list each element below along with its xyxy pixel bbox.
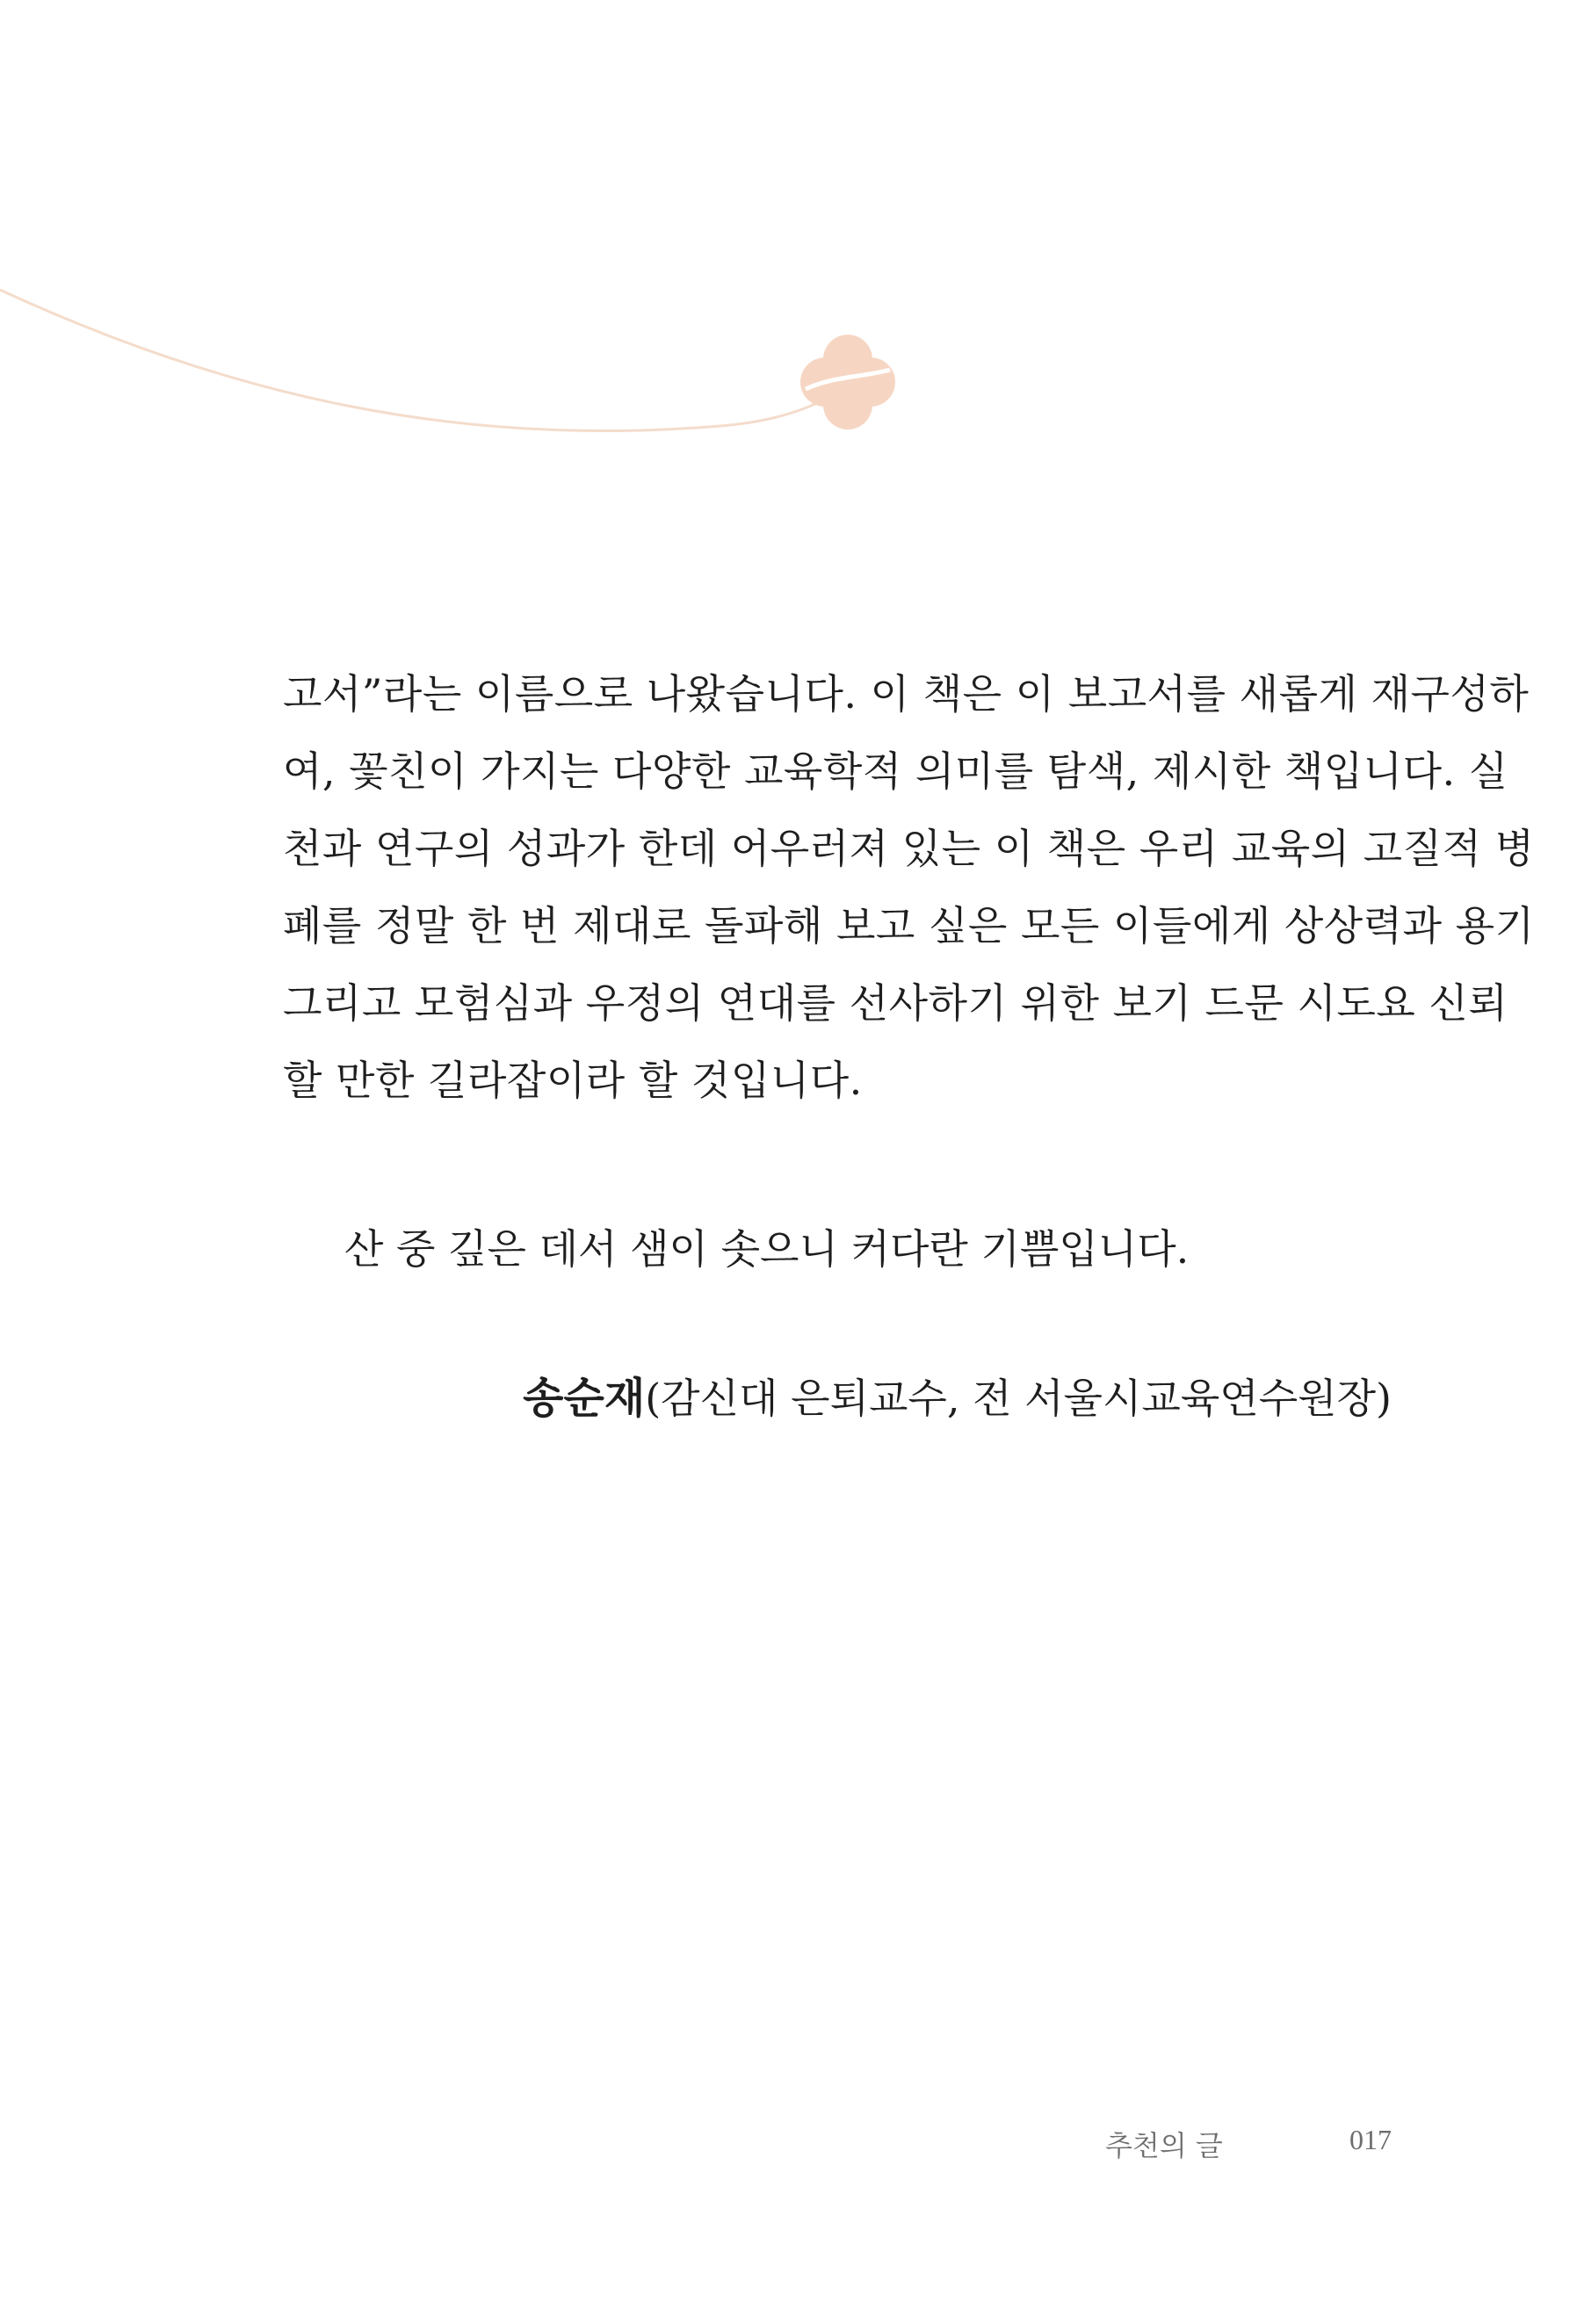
flower-icon xyxy=(800,335,895,429)
footer-section-title: 추천의 글 xyxy=(1105,2129,1223,2162)
body-line: 천과 연구의 성과가 한데 어우러져 있는 이 책은 우리 교육의 고질적 병 xyxy=(283,825,1535,872)
signature-affiliation: (감신대 은퇴교수, 전 서울시교육연수원장) xyxy=(645,1375,1392,1422)
closing-line: 산 중 깊은 데서 샘이 솟으니 커다란 기쁨입니다. xyxy=(344,1225,1190,1273)
page-number: 017 xyxy=(1349,2124,1392,2155)
decorative-flourish xyxy=(0,263,966,457)
body-line: 할 만한 길라잡이라 할 것입니다. xyxy=(283,1057,863,1104)
signature xyxy=(523,1360,1392,1437)
signature-name: 송순재 xyxy=(523,1374,646,1423)
flourish-line-icon xyxy=(0,290,843,431)
body-line: 여, 꽃친이 가지는 다양한 교육학적 의미를 탐색, 제시한 책입니다. 실 xyxy=(283,747,1508,795)
body-line: 그리고 모험심과 우정의 연대를 선사하기 위한 보기 드문 시도요 신뢰 xyxy=(283,979,1508,1027)
body-line: 폐를 정말 한 번 제대로 돌파해 보고 싶은 모든 이들에게 상상력과 용기 xyxy=(283,902,1535,949)
body-line: 고서”라는 이름으로 나왔습니다. 이 책은 이 보고서를 새롭게 재구성하 xyxy=(283,670,1530,718)
body-paragraph xyxy=(283,655,1535,1119)
